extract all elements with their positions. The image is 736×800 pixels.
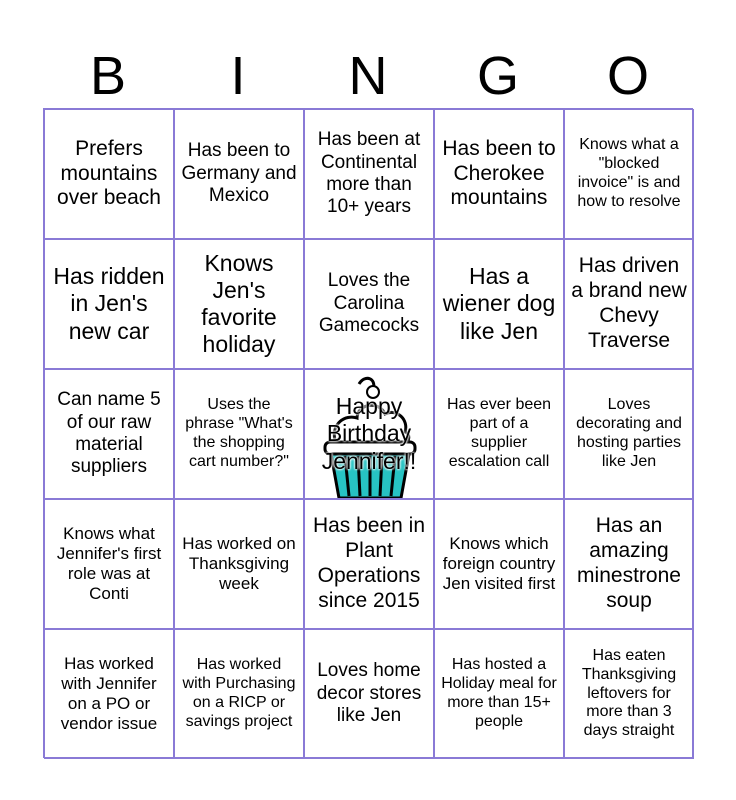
bingo-cell[interactable]	[304, 239, 434, 369]
bingo-cell[interactable]	[174, 629, 304, 759]
bingo-cell[interactable]	[174, 109, 304, 239]
cell-text: Loves home decor stores like Jen	[316, 660, 422, 727]
bingo-header	[43, 42, 693, 108]
bingo-cell[interactable]	[304, 109, 434, 239]
bingo-cell[interactable]	[304, 629, 434, 759]
bingo-cell[interactable]	[564, 239, 694, 369]
cell-text: Has worked with Jennifer on a PO or vendor issue	[60, 653, 158, 734]
bingo-cell[interactable]	[174, 369, 304, 499]
cell-text: Has ever been part of a supplier escalation call	[446, 396, 552, 470]
cell-text: Uses the phrase "What's the shopping cart number?"	[185, 396, 293, 470]
bingo-cell[interactable]	[434, 499, 564, 629]
cell-text: Knows Jen's favorite holiday	[201, 249, 277, 358]
free-space[interactable]	[304, 369, 434, 499]
bingo-cell[interactable]	[434, 109, 564, 239]
cell-text: Has hosted a Holiday meal for more than 15+ people	[441, 656, 557, 730]
cell-text: Knows what Jennifer's first role was at Conti	[56, 523, 162, 604]
cell-text: Knows which foreign country Jen visited first	[442, 533, 556, 594]
cell-text: Has an amazing minestrone soup	[577, 514, 681, 612]
bingo-cell[interactable]	[564, 109, 694, 239]
cell-text: Has been to Germany and Mexico	[181, 140, 297, 207]
bingo-cell[interactable]	[564, 499, 694, 629]
free-space-text: Happy Birthday Jennifer!!	[321, 393, 417, 474]
header-letter-g: G	[476, 46, 519, 106]
cell-text: Loves decorating and hosting parties like Jen	[576, 396, 682, 470]
cell-text: Knows what a "blocked invoice" is and how to resolve	[577, 136, 681, 210]
header-letter-b: B	[89, 46, 127, 106]
bingo-cell[interactable]	[44, 109, 174, 239]
cell-text: Has a wiener dog like Jen	[442, 263, 556, 344]
bingo-cell[interactable]	[44, 499, 174, 629]
cell-text: Has been at Continental more than 10+ years	[317, 129, 421, 218]
bingo-cell[interactable]	[44, 369, 174, 499]
cell-text: Has eaten Thanksgiving leftovers for more than 3 days straight	[581, 646, 677, 740]
bingo-cell[interactable]	[44, 629, 174, 759]
header-letter-i: I	[230, 46, 246, 106]
cell-text: Has been to Cherokee mountains	[442, 136, 556, 210]
cell-text: Has worked with Purchasing on a RICP or savings project	[182, 656, 296, 730]
bingo-cell[interactable]	[174, 239, 304, 369]
cell-text: Has driven a brand new Chevy Traverse	[571, 254, 687, 352]
bingo-cell[interactable]	[434, 629, 564, 759]
bingo-cell[interactable]	[564, 629, 694, 759]
cell-text: Can name 5 of our raw material suppliers	[57, 389, 161, 478]
header-letter-o: O	[606, 46, 649, 106]
cell-text: Has ridden in Jen's new car	[53, 263, 165, 344]
bingo-cell[interactable]	[174, 499, 304, 629]
bingo-board	[43, 108, 693, 758]
bingo-cell[interactable]	[564, 369, 694, 499]
cell-text: Loves the Carolina Gamecocks	[318, 270, 420, 337]
bingo-cell[interactable]	[304, 499, 434, 629]
bingo-cell[interactable]	[44, 239, 174, 369]
cell-text: Has been in Plant Operations since 2015	[312, 514, 426, 612]
cell-text: Has worked on Thanksgiving week	[182, 533, 296, 594]
bingo-cell[interactable]	[434, 239, 564, 369]
cell-text: Prefers mountains over beach	[57, 136, 161, 210]
bingo-cell[interactable]	[434, 369, 564, 499]
header-letter-n: N	[348, 46, 388, 106]
